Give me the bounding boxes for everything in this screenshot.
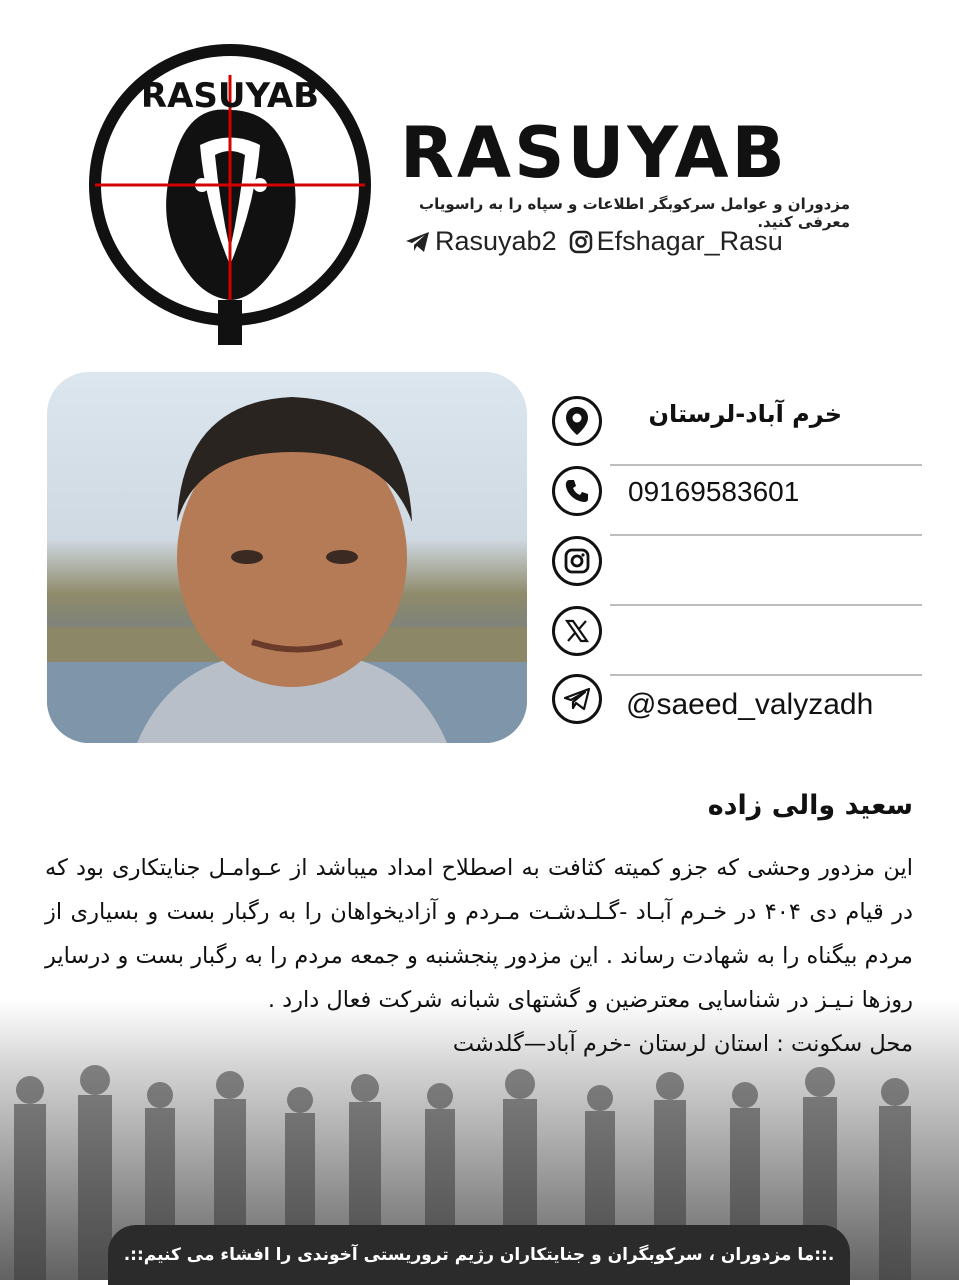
footer-banner [108, 1225, 850, 1285]
contact-telegram-value[interactable]: @saeed_valyzadh [626, 688, 874, 721]
brand-social-links [405, 226, 865, 257]
brand-telegram-link[interactable] [405, 226, 557, 257]
rasuyab-logo [80, 35, 380, 350]
person-name: سعید والی زاده [707, 790, 913, 821]
footer-text: .::ما مزدوران ، سرکوبگران و جنایتکاران رژیم تروریستی آخوندی را افشاء می کنیم::. [123, 1245, 835, 1265]
bio-text [45, 846, 913, 1066]
contact-phone-row [552, 466, 922, 522]
telegram-icon [552, 674, 602, 724]
brand-title: RASUYAB [400, 112, 788, 194]
contact-location-row [552, 396, 922, 452]
brand-instagram-handle: Efshagar_Rasu [596, 226, 783, 256]
instagram-icon [552, 536, 602, 586]
x-logo-icon [552, 606, 602, 656]
contact-location-value: خرم آباد-لرستان [648, 400, 842, 428]
contact-instagram-row [552, 536, 922, 592]
phone-icon [552, 466, 602, 516]
location-pin-icon [552, 396, 602, 446]
contact-phone-value[interactable]: 09169583601 [628, 476, 800, 507]
contact-telegram-row [552, 674, 922, 730]
brand-instagram-link[interactable] [569, 226, 783, 257]
brand-telegram-handle: Rasuyab2 [435, 226, 557, 256]
person-photo [47, 372, 527, 743]
telegram-icon [405, 231, 431, 253]
bio-paragraph: این مزدور وحشی که جزو کمیته کثافت به اصطلاح امداد میباشد از عـوامـل جنایتکاری بود که در قیام دی ۴۰۴ در خـرم آبـاد -گـلـدشـت مـردم و آزادیخواهان را به رگبار بست و بسیاری از مردم بیگناه را به شهادت رساند . این مزدور پنجشنبه و جمعه مردم را به رگبار بست و درسایر روزها نـیـز در شناسایی معترضین و گشتهای شبانه شرکت فعال دارد . [45, 855, 913, 1013]
bio-residence: محل سکونت : استان لرستان -خرم آباد—گلدشت [452, 1031, 913, 1057]
contact-x-row [552, 606, 922, 662]
logo-text: RASUYAB [140, 76, 320, 116]
instagram-icon [569, 230, 593, 254]
brand-subtitle: مزدوران و عوامل سرکوبگر اطلاعات و سپاه را به راسویاب معرفی کنید. [419, 195, 850, 231]
